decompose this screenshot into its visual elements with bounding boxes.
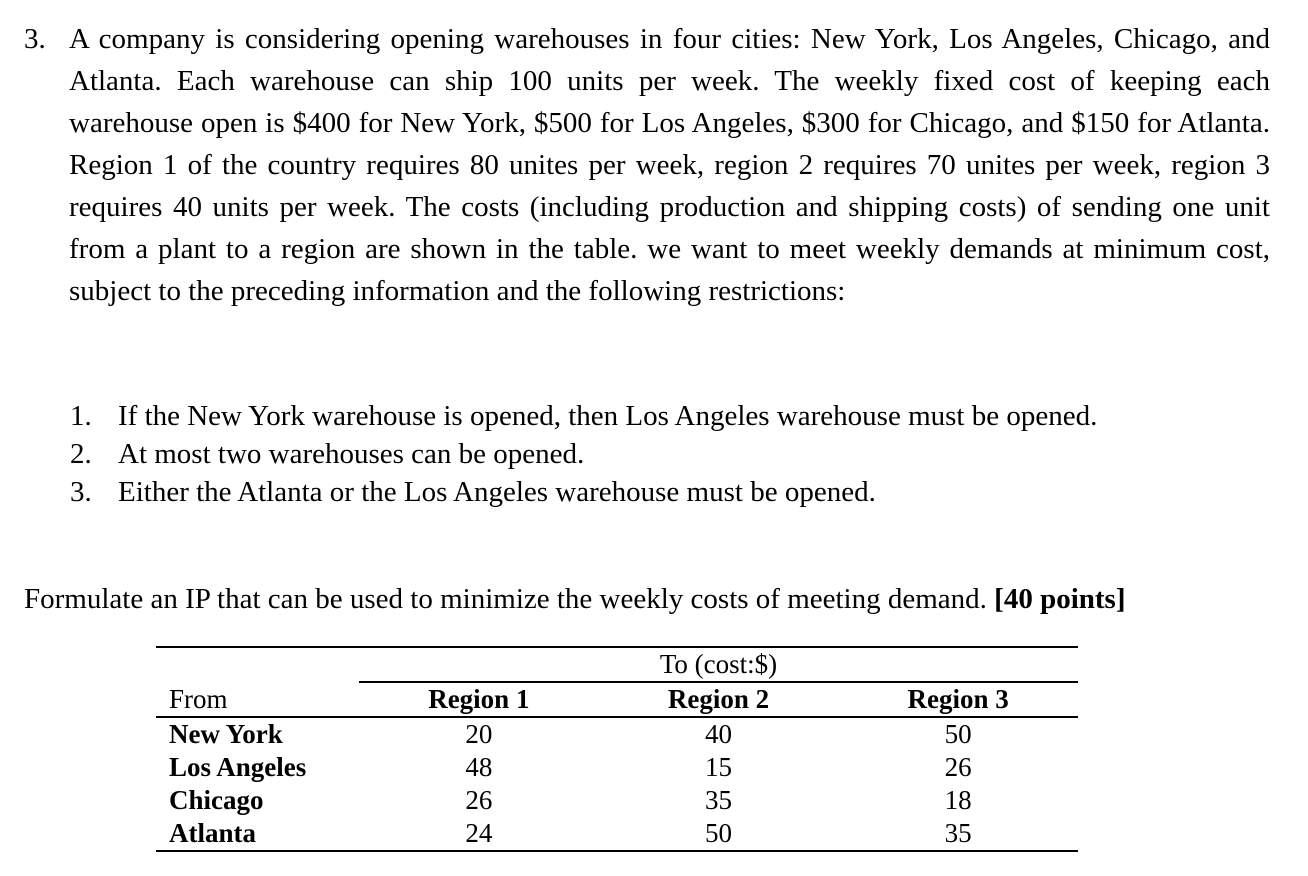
from-header: From bbox=[156, 682, 359, 717]
restriction-item bbox=[70, 473, 1097, 511]
region-header: Region 1 bbox=[359, 682, 599, 717]
cost-cell: 35 bbox=[838, 817, 1078, 851]
cost-cell: 26 bbox=[465, 785, 493, 815]
restriction-item bbox=[70, 435, 1097, 473]
cost-cell: 48 bbox=[465, 752, 493, 782]
cost-cell: 35 bbox=[704, 785, 732, 815]
restriction-text: Either the Atlanta or the Los Angeles warehouse must be opened. bbox=[118, 476, 876, 508]
region-header: Region 2 bbox=[599, 682, 839, 717]
cost-cell: 26 bbox=[944, 752, 972, 782]
instruction-text: Formulate an IP that can be used to minimize the weekly costs of meeting demand. bbox=[24, 583, 987, 615]
origin-cell: Los Angeles bbox=[169, 752, 307, 782]
cost-cell: 50 bbox=[944, 719, 972, 749]
instruction bbox=[24, 578, 1126, 620]
restriction-number: 1. bbox=[70, 400, 92, 432]
table-group-row bbox=[156, 647, 1078, 682]
table-header-row bbox=[156, 682, 1078, 717]
cost-cell: 24 bbox=[359, 817, 599, 851]
restriction-text: If the New York warehouse is opened, then Los Angeles warehouse must be opened. bbox=[118, 400, 1098, 432]
origin-cell: Atlanta bbox=[156, 817, 359, 851]
origin-cell: New York bbox=[169, 719, 283, 749]
restriction-item bbox=[70, 397, 1097, 435]
region-header: Region 3 bbox=[838, 682, 1078, 717]
points-label: [40 points] bbox=[994, 583, 1126, 615]
cost-table bbox=[156, 646, 1078, 852]
restriction-number: 2. bbox=[70, 438, 92, 470]
restriction-number: 3. bbox=[70, 476, 92, 508]
problem-text: A company is considering opening warehouses in four cities: New York, Los Angeles, Chicago, and Atlanta. Each warehouse can ship 100 units per week. The weekly fixed cost of keeping each warehouse open is $400 for New York, $500 for Los Angeles, $300 for Chicago, and $150 for Atlanta. Region 1 of the country requires 80 unites per week, region 2 requires 70 unites per week, region 3 requires 40 units per week. The costs (including production and shipping costs) of sending one unit from a plant to a region are shown in the table. we want to meet weekly demands at minimum cost, subject to the preceding information and the following restrictions: bbox=[69, 23, 1270, 307]
cost-cell: 20 bbox=[465, 719, 493, 749]
table-row bbox=[156, 784, 1078, 817]
cost-cell: 50 bbox=[599, 817, 839, 851]
cost-cell: 18 bbox=[944, 785, 972, 815]
table-group-header: To (cost:$) bbox=[359, 647, 1078, 682]
cost-cell: 40 bbox=[704, 719, 732, 749]
restriction-text: At most two warehouses can be opened. bbox=[118, 438, 585, 470]
problem-statement bbox=[24, 18, 1270, 312]
restrictions-list bbox=[70, 397, 1097, 511]
origin-cell: Chicago bbox=[169, 785, 264, 815]
table-row bbox=[156, 717, 1078, 751]
table-row bbox=[156, 817, 1078, 851]
cost-cell: 15 bbox=[704, 752, 732, 782]
problem-number: 3. bbox=[24, 23, 46, 55]
table-row bbox=[156, 751, 1078, 784]
